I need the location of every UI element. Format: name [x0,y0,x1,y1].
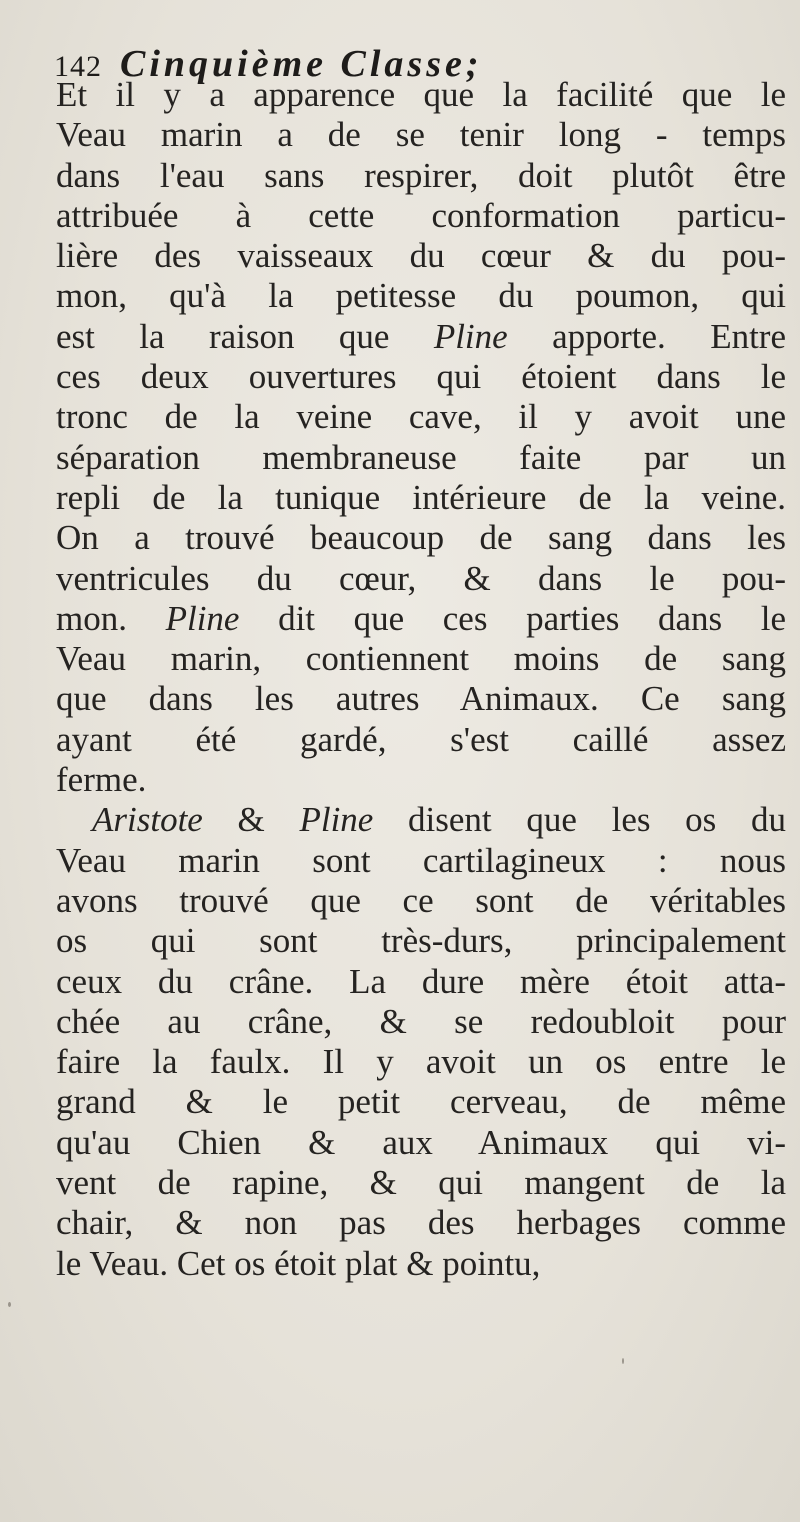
text-run: mon. [56,598,166,638]
text-line [56,156,786,196]
text-run: chair, & non pas des herbages comme [56,1203,786,1243]
text-line [56,1123,786,1163]
text-line [56,962,786,1002]
text-line [56,1203,786,1243]
text-run: apporte. Entre [507,316,786,356]
text-line [56,881,786,921]
text-run: ayant été gardé, s'est caillé assez [56,719,786,759]
text-run: disent que les os du [373,800,786,840]
text-run: ceux du crâne. La dure mère étoit atta- [56,961,786,1001]
text-line [56,196,786,236]
text-line [56,1082,786,1122]
running-title: Cinquième Classe; [120,43,483,85]
text-run: repli de la tunique intérieure de la veine. [56,477,786,517]
text-line [56,1244,786,1284]
text-line [56,236,786,276]
text-run: chée au crâne, & se redoubloit pour [56,1001,786,1041]
text-run: Et il y a apparence que la facilité que le [56,75,786,114]
text-run: & [202,800,300,840]
text-run: dans l'eau sans respirer, doit plutôt être [56,155,786,195]
text-run: ferme. [56,760,147,800]
text-line [56,639,786,679]
text-run: Veau marin, contiennent moins de sang [56,639,786,679]
text-line [56,357,786,397]
text-run: avons trouvé que ce sont de véritables [56,880,786,920]
text-run: attribuée à cette conformation particu- [56,195,786,235]
text-run: os qui sont très-durs, principalement [56,921,786,961]
text-line [56,1002,786,1042]
text-line [56,75,786,115]
text-run: dit que ces parties dans le [239,598,786,638]
text-run: le Veau. Cet os étoit plat & pointu, [56,1243,541,1283]
text-line [56,276,786,316]
text-run: vent de rapine, & qui mangent de la [56,1163,786,1203]
text-line [56,1163,786,1203]
text-line [56,921,786,961]
text-run: est la raison que [56,316,434,356]
text-line [56,841,786,881]
italic-name: Pline [299,800,374,840]
italic-name: Aristote [92,800,203,840]
text-line [56,559,786,599]
text-run: faire la faulx. Il y avoit un os entre le [56,1042,786,1082]
text-run: Veau marin a de se tenir long - temps [56,115,786,155]
body-text [56,75,786,1284]
text-line [56,478,786,518]
text-line [56,438,786,478]
text-run: lière des vaisseaux du cœur & du pou- [56,236,786,276]
text-line [56,599,786,639]
text-run: séparation membraneuse faite par un [56,437,786,477]
italic-name: Pline [433,316,508,356]
text-run: tronc de la veine cave, il y avoit une [56,397,786,437]
text-line [56,679,786,719]
paper-speck [622,1358,624,1364]
text-line [56,760,786,800]
text-run: ventricules du cœur, & dans le pou- [56,558,786,598]
text-run: Veau marin sont cartilagineux : nous [56,840,786,880]
page-number: 142 [54,50,102,83]
text-line [56,800,786,840]
text-line [56,115,786,155]
text-run: que dans les autres Animaux. Ce sang [56,679,786,719]
text-run: mon, qu'à la petitesse du poumon, qui [56,276,786,316]
text-run: qu'au Chien & aux Animaux qui vi- [56,1122,786,1162]
text-line [56,397,786,437]
text-run: On a trouvé beaucoup de sang dans les [56,518,786,558]
text-line [56,1042,786,1082]
paper-speck [8,1302,11,1307]
text-line [56,317,786,357]
text-run: ces deux ouvertures qui étoient dans le [56,357,786,397]
italic-name: Pline [165,598,240,638]
text-run: grand & le petit cerveau, de même [56,1082,786,1122]
text-line [56,518,786,558]
text-line [56,720,786,760]
